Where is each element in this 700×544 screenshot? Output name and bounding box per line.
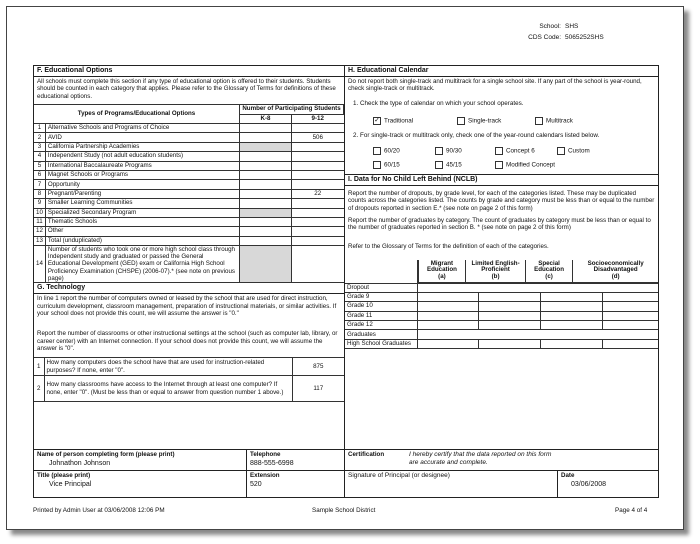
ext-label: Extension	[250, 472, 280, 479]
divider	[557, 470, 558, 498]
k8-cell[interactable]	[240, 161, 292, 170]
nclb-col-header	[418, 260, 466, 282]
opt-single-track[interactable]: Single-track	[457, 117, 501, 125]
nclb-col-letter: (d)	[611, 273, 620, 281]
row-number: 4	[34, 152, 45, 161]
section-i-title: I. Data for No Child Left Behind (NCLB)	[345, 175, 658, 186]
q2-number: 2	[34, 376, 44, 402]
nclb-input-cell[interactable]	[541, 302, 603, 311]
blank-cell	[417, 283, 658, 292]
hs-cell[interactable]	[292, 236, 344, 245]
row-label: Thematic Schools	[45, 217, 239, 226]
nclb-input-cell[interactable]	[602, 339, 658, 348]
section-f-intro: All schools must complete this section if any type of educational option is offered to their students. Students should be counted in each category that applies. Please refer to the Glossary of Terms for definitions of these educational options.	[37, 78, 336, 100]
nclb-table	[345, 260, 658, 349]
nclb-col-letter: (a)	[438, 273, 446, 281]
row-number: 12	[34, 227, 45, 236]
nclb-input-cell[interactable]	[479, 339, 541, 348]
opt-multitrack[interactable]: Multitrack	[535, 117, 573, 125]
opt-traditional[interactable]: ✓ Traditional	[374, 117, 414, 125]
k8-cell[interactable]	[240, 152, 292, 161]
section-i-p2: Report the number of graduates by category. The count of graduates by category must be less than or equal to the number of graduates reported in section B. * (see note on page 2 of this form)	[348, 217, 651, 232]
footer-page: Page 4 of 4	[615, 507, 648, 514]
table-row	[345, 311, 658, 320]
educational-options-table	[34, 104, 344, 283]
k8-cell[interactable]	[240, 227, 292, 236]
footer-printed: Printed by Admin User at 03/06/2008 12:06 PM	[33, 507, 165, 514]
nclb-input-cell[interactable]	[417, 302, 479, 311]
divider	[246, 450, 247, 498]
table-row	[34, 133, 344, 142]
q2-value[interactable]: 117	[292, 376, 344, 402]
row-label: Specialized Secondary Program	[45, 208, 239, 217]
row-number: 11	[34, 217, 45, 226]
table-row	[34, 170, 344, 179]
nclb-col-header	[466, 260, 525, 282]
row-number: 10	[34, 208, 45, 217]
calendar-option-label: 60/20	[384, 147, 400, 155]
cert-label: Certification	[348, 451, 385, 458]
nclb-col-letter: (b)	[491, 273, 500, 281]
table-row	[34, 376, 344, 402]
table-row	[345, 330, 658, 339]
row-label: California Partnership Academies	[45, 142, 239, 151]
nclb-input-cell[interactable]	[602, 302, 658, 311]
nclb-col-name: Migrant Education	[426, 259, 457, 274]
k8-cell[interactable]	[240, 236, 292, 245]
section-i-p1: Report the number of dropouts, by grade level, for each of the categories listed. These may be duplicated counts across the categories listed. The counts by grade and category must be less than or equal to the number of dropouts reported in section E.* (see note on page 2 of this form)	[348, 190, 655, 212]
table-row	[34, 189, 344, 198]
q1-number: 1	[34, 358, 44, 376]
name-value[interactable]: Johnathon Johnson	[49, 460, 111, 467]
dropout-label: Dropout	[345, 283, 417, 292]
traditional-checkbox[interactable]: ✓	[374, 117, 380, 124]
row-label: Smaller Learning Communities	[45, 199, 239, 208]
ext-value[interactable]: 520	[250, 481, 262, 488]
hs-cell[interactable]	[292, 180, 344, 189]
section-h-intro: Do not report both single-track and multitrack for a single school site. If any part of the school is year-round, check single-track or multitrack.	[348, 78, 642, 93]
k8-cell[interactable]	[240, 133, 292, 142]
k8-cell[interactable]	[240, 217, 292, 226]
nclb-input-cell[interactable]	[417, 339, 479, 348]
row-label: Opportunity	[45, 180, 239, 189]
checkbox-icon[interactable]	[373, 147, 381, 155]
nclb-input-cell[interactable]	[541, 339, 603, 348]
nclb-col-header	[525, 260, 573, 282]
k8-cell	[240, 246, 292, 283]
calendar-question-2: 2. For single-track or multitrack only, check one of the year-round calendars listed below.	[353, 132, 600, 139]
section-f-title: F. Educational Options	[34, 66, 344, 77]
hs-cell[interactable]	[292, 142, 344, 151]
cds-value: 5065252SHS	[565, 34, 604, 41]
checkbox-icon[interactable]	[495, 147, 503, 155]
form-page	[6, 6, 684, 530]
nclb-col-name: Special Education	[534, 259, 564, 274]
hs-cell[interactable]	[292, 124, 344, 133]
table-row	[34, 180, 344, 189]
right-column	[345, 65, 659, 498]
table-row	[345, 292, 658, 301]
k8-cell[interactable]	[240, 124, 292, 133]
hs-cell[interactable]	[292, 161, 344, 170]
hs-cell[interactable]	[292, 199, 344, 208]
cert-text: I hereby certify that the data reported on this form are accurate and complete.	[409, 451, 552, 466]
table-row	[34, 142, 344, 151]
table-row	[34, 358, 344, 376]
hs-cell[interactable]	[292, 208, 344, 217]
calendar-option[interactable]	[435, 161, 462, 169]
footer-district: Sample School District	[312, 507, 376, 514]
cds-label: CDS Code:	[528, 34, 561, 41]
calendar-option-label: Modified Concept	[506, 161, 556, 169]
hs-cell[interactable]	[292, 152, 344, 161]
nclb-input-cell[interactable]	[479, 321, 541, 330]
divider	[345, 470, 658, 471]
phone-label: Telephone	[250, 451, 281, 458]
table-row	[345, 339, 658, 348]
hs-cell[interactable]	[292, 246, 344, 283]
calendar-option-label: Custom	[568, 147, 590, 155]
table-row	[34, 217, 344, 226]
row-label: Total (unduplicated)	[45, 236, 239, 245]
signature-right	[345, 449, 658, 497]
hs-cell[interactable]: 506	[292, 133, 344, 142]
nclb-input-cell[interactable]	[602, 311, 658, 320]
table-row	[345, 283, 658, 292]
table-row	[34, 161, 344, 170]
nclb-input-cell[interactable]	[541, 292, 603, 301]
school-header	[495, 23, 665, 45]
k8-cell[interactable]	[240, 180, 292, 189]
calendar-option-label: 60/15	[384, 161, 400, 169]
calendar-option[interactable]	[373, 147, 400, 155]
row-label: Independent Study (not adult education students)	[45, 152, 239, 161]
nclb-input-cell[interactable]	[417, 311, 479, 320]
col-count-header: Number of Participating Students	[240, 105, 344, 115]
row-number: 7	[34, 180, 45, 189]
table-row	[34, 199, 344, 208]
col-k8-header: K-8	[240, 114, 292, 124]
col-912-header: 9-12	[292, 114, 344, 124]
section-i-p3: Refer to the Glossary of Terms for the definition of each of the categories.	[348, 243, 549, 250]
calendar-option[interactable]	[435, 147, 462, 155]
section-h-title: H. Educational Calendar	[345, 66, 658, 77]
row-label: International Baccalaureate Programs	[45, 161, 239, 170]
hs-cell[interactable]	[292, 227, 344, 236]
nclb-col-letter: (c)	[545, 273, 553, 281]
table-row	[34, 208, 344, 217]
nclb-input-cell[interactable]	[479, 292, 541, 301]
calendar-option[interactable]	[495, 147, 535, 155]
nclb-input-cell[interactable]	[602, 292, 658, 301]
hs-graduates-label: High School Graduates	[345, 339, 417, 348]
title-value[interactable]: Vice Principal	[49, 481, 92, 488]
row-number: 5	[34, 161, 45, 170]
row-label: Number of students who took one or more high school class through Independent study and graduated or passed the General Educational Development (GED) exam or California High School Proficiency Examination (CHSPE) (2006-07).* (see note on previous page)	[45, 246, 239, 283]
row-number: 13	[34, 236, 45, 245]
q1-text: How many computers does the school have that are used for instruction-related purposes? If none, enter "0".	[44, 358, 292, 376]
nclb-col-name: Limited English-Proficient	[471, 259, 520, 274]
calendar-option[interactable]	[495, 161, 555, 169]
technology-table	[34, 357, 344, 402]
row-number: 8	[34, 189, 45, 198]
section-g-para2: Report the number of classrooms or other instructional settings at the school (such as computer lab, library, or career center) with an Internet connection. If your school does not provide this count, we will assume the answer is "0".	[37, 330, 338, 352]
row-number: 6	[34, 170, 45, 179]
row-number: 9	[34, 199, 45, 208]
row-number: 14	[34, 246, 45, 283]
grade-label: Grade 10	[345, 302, 417, 311]
calendar-option[interactable]	[373, 161, 400, 169]
signature-left	[34, 449, 344, 497]
row-label: Magnet Schools or Programs	[45, 170, 239, 179]
k8-cell[interactable]	[240, 170, 292, 179]
multitrack-checkbox[interactable]	[535, 117, 543, 125]
checkbox-icon[interactable]	[557, 147, 565, 155]
graduates-label: Graduates	[345, 330, 417, 339]
checkbox-icon[interactable]	[495, 161, 503, 169]
row-number: 2	[34, 133, 45, 142]
hs-cell[interactable]	[292, 170, 344, 179]
left-column	[33, 65, 345, 498]
phone-value[interactable]: 888-555-6998	[250, 460, 294, 467]
row-label: Pregnant/Parenting	[45, 189, 239, 198]
grade-label: Grade 9	[345, 292, 417, 301]
grade-label: Grade 11	[345, 311, 417, 320]
nclb-col-name: Socioeconomically Disadvantaged	[587, 259, 644, 274]
table-row	[34, 227, 344, 236]
hs-cell[interactable]: 22	[292, 189, 344, 198]
k8-cell[interactable]	[240, 208, 292, 217]
signature-label: Signature of Principal (or designee)	[348, 472, 450, 479]
nclb-col-header	[573, 260, 658, 282]
calendar-block	[345, 97, 658, 175]
table-row	[345, 302, 658, 311]
date-value[interactable]: 03/06/2008	[571, 481, 607, 488]
q1-value[interactable]: 875	[292, 358, 344, 376]
school-value: SHS	[565, 23, 579, 30]
calendar-question-1: 1. Check the type of calendar on which your school operates.	[353, 100, 524, 107]
row-number: 1	[34, 124, 45, 133]
k8-cell[interactable]	[240, 199, 292, 208]
nclb-input-cell[interactable]	[541, 311, 603, 320]
nclb-input-cell[interactable]	[479, 311, 541, 320]
table-row	[34, 246, 344, 283]
date-label: Date	[561, 472, 575, 479]
checkbox-icon[interactable]	[435, 161, 443, 169]
k8-cell[interactable]	[240, 189, 292, 198]
checkbox-icon[interactable]	[435, 147, 443, 155]
calendar-option-label: Concept 6	[506, 147, 535, 155]
table-row	[34, 152, 344, 161]
row-label: AVID	[45, 133, 239, 142]
section-g-title: G. Technology	[34, 283, 344, 294]
hs-cell[interactable]	[292, 217, 344, 226]
row-label: Alternative Schools and Programs of Choice	[45, 124, 239, 133]
nclb-input-cell[interactable]	[541, 321, 603, 330]
nclb-input-cell[interactable]	[417, 321, 479, 330]
grade-label: Grade 12	[345, 321, 417, 330]
nclb-input-cell[interactable]	[602, 321, 658, 330]
table-row	[34, 124, 344, 133]
nclb-input-cell[interactable]	[479, 302, 541, 311]
calendar-option-label: 45/15	[446, 161, 462, 169]
k8-cell[interactable]	[240, 142, 292, 151]
blank-header	[345, 260, 417, 283]
table-row	[345, 321, 658, 330]
name-label: Name of person completing form (please print)	[37, 451, 175, 458]
nclb-input-cell[interactable]	[417, 292, 479, 301]
divider	[34, 470, 344, 471]
col-types-header: Types of Programs/Educational Options	[34, 105, 240, 124]
section-g-para1: In line 1 report the number of computers owned or leased by the school that are used for direct instruction, curriculum development, classroom management, preparation of instructional materials, or similar activities. If your school does not provide this count, we will assume the answer is "0."	[37, 295, 337, 317]
calendar-option[interactable]	[557, 147, 590, 155]
title-label: Title (please print)	[37, 472, 91, 479]
table-row	[34, 236, 344, 245]
blank-cell	[417, 330, 658, 339]
q2-text: How many classrooms have access to the Internet through at least one computer? If none, enter "0". (Must be less than or equal to answer from question number 1 above.)	[44, 376, 292, 402]
single-track-checkbox[interactable]	[457, 117, 465, 125]
calendar-option-label: 90/30	[446, 147, 462, 155]
checkbox-icon[interactable]	[373, 161, 381, 169]
row-number: 3	[34, 142, 45, 151]
row-label: Other	[45, 227, 239, 236]
school-label: School:	[539, 23, 561, 30]
